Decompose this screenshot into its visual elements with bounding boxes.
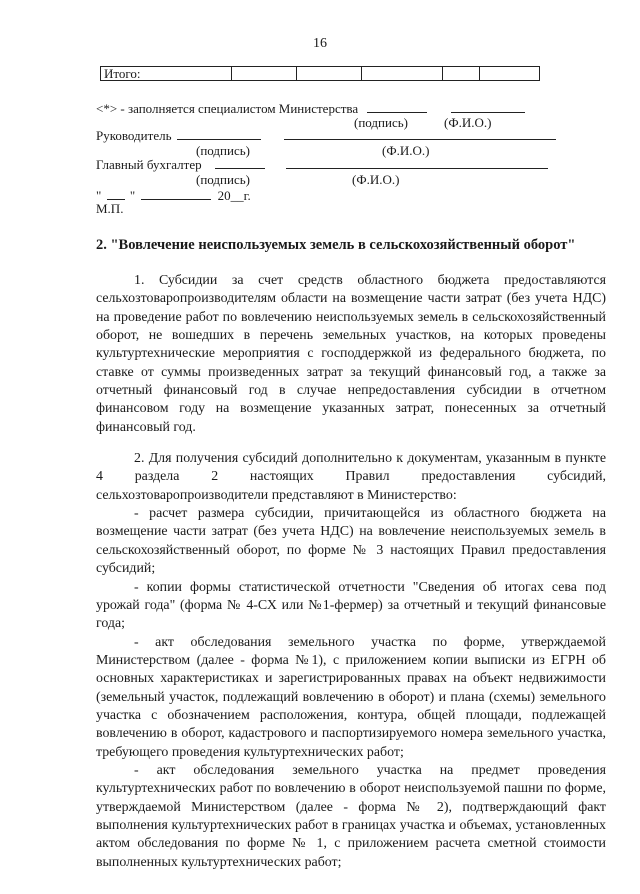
- signature-line: [367, 100, 427, 113]
- table-cell: [232, 67, 297, 81]
- name-line: [451, 100, 525, 113]
- head-line: [96, 127, 556, 143]
- totals-row: [101, 67, 540, 81]
- podpis-caption: (подпись): [196, 143, 250, 158]
- table-cell: [480, 67, 540, 81]
- fio-caption: (Ф.И.О.): [382, 143, 430, 158]
- section-title: 2. "Вовлечение неиспользуемых земель в сельскохозяйственный оборот": [96, 237, 576, 253]
- name-line: [284, 127, 556, 140]
- specialist-note-line: [96, 100, 525, 116]
- podpis-caption: (подпись): [354, 115, 408, 130]
- accountant-line: [96, 156, 548, 172]
- specialist-note: <*> - заполняется специалистом Министерства: [96, 101, 359, 116]
- month-line: [141, 187, 211, 200]
- podpis-caption: (подпись): [196, 172, 250, 187]
- name-line: [286, 156, 548, 169]
- paragraph: 1. Субсидии за счет средств областного бюджета предоставляются сельхозтоваропроизводителям области на возмещение части затрат (без учета НДС) на проведение работ по вовлечению неиспользуемых земель в сельскохозяйственный оборот, не вошедших в перечень земельных участков, на которых проведены культуртехнические мероприятия с господдержкой из федерального бюджета, по ставке от суммы произведенных затрат за текущий финансовый год, а также за отчетный финансовый год в случае непредоставления субсидии в отчетном финансовом году на возмещение указанных затрат, понесенных за отчетный финансовый год.: [96, 273, 606, 435]
- paragraph: - акт обследования земельного участка по форме, утверждаемой Министерством (далее - форма №1), с приложением копии выписки из ЕГРН об основных характеристиках и зарегистрированных правах на объект недвижимости (земельный участок, подлежащий вовлечению в оборот) и плана (схемы) земельного участка с обозначением расположения, контура, общей площади, подлежащей вовлечению в оборот, кадастрового и паспортизируемого номера земельного участка, требующего проведения культуртехнических работ;: [96, 634, 606, 760]
- totals-label: Итого:: [101, 67, 232, 81]
- fio-caption: (Ф.И.О.): [352, 172, 400, 187]
- stamp-label: М.П.: [96, 201, 124, 216]
- head-label: Руководитель: [96, 128, 172, 143]
- date-year: 20__г.: [217, 188, 251, 203]
- paragraph: - копии формы статистической отчетности "Сведения об итогах сева под урожай года" (форма № 4-СХ или №1-фермер) за отчетный и текущий финансовые года;: [96, 579, 606, 632]
- table-cell: [362, 67, 443, 81]
- accountant-label: Главный бухгалтер: [96, 157, 202, 172]
- fio-caption: (Ф.И.О.): [444, 115, 492, 130]
- totals-table: [100, 66, 540, 81]
- date-quote-open: ": [96, 188, 102, 203]
- paragraph: 2. Для получения субсидий дополнительно к документам, указанным в пункте 4 раздела 2 настоящих Правил предоставления субсидий, сельхозтоваропроизводители представляют в Министерство:: [96, 451, 606, 503]
- page-number: 16: [313, 36, 327, 51]
- paragraph: - акт обследования земельного участка на предмет проведения культуртехнических работ по вовлечению в оборот неиспользуемой пашни по форме, утверждаемой Министерством (далее - форма № 2), подтверждающий факт выполнения культуртехнических работ в границах участка и объемах, установленных актом обследования по форме № 1, с приложением расчета сметной стоимости выполненных культуртехнических работ;: [96, 762, 606, 870]
- section-body: [96, 272, 606, 872]
- paragraph: - расчет размера субсидии, причитающейся из областного бюджета на возмещение части затрат (без учета НДС) на вовлечение неиспользуемых земель в сельскохозяйственный оборот, по форме № 3 настоящих Правил предоставления субсидий;: [96, 506, 606, 577]
- signature-line: [177, 127, 261, 140]
- table-cell: [297, 67, 362, 81]
- date-quote-close: ": [129, 188, 136, 203]
- day-line: [107, 187, 125, 200]
- table-cell: [443, 67, 480, 81]
- signature-line: [215, 156, 265, 169]
